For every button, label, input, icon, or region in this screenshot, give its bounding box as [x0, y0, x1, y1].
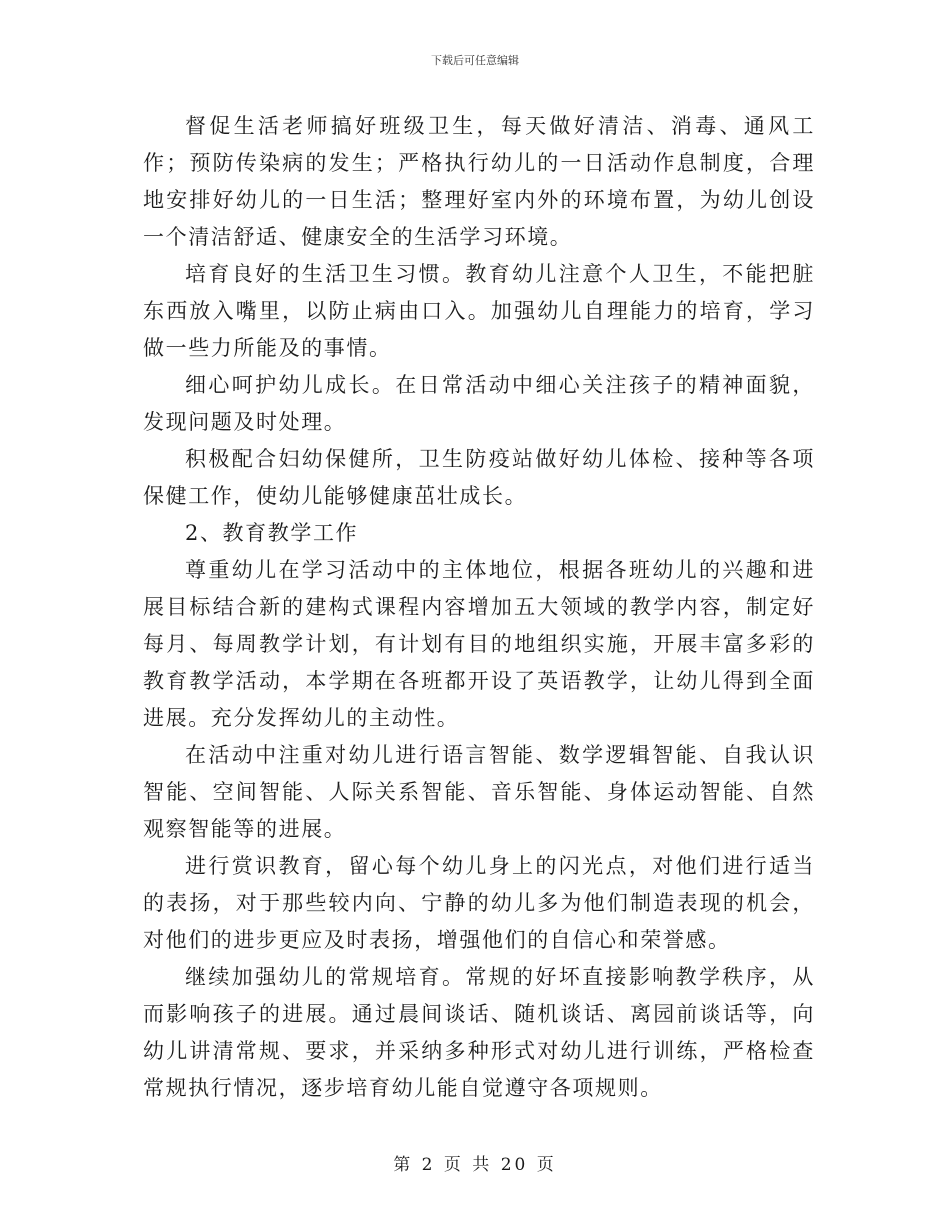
paragraph: 继续加强幼儿的常规培育。常规的好坏直接影响教学秩序，从而影响孩子的进展。通过晨间谈话、随机谈话、离园前谈话等，向幼儿讲清常规、要求，并采纳多种形式对幼儿进行训练，严格检查常规执行情况，逐步培育幼儿能自觉遵守各项规则。 — [143, 965, 815, 1100]
paragraph: 进行赏识教育，留心每个幼儿身上的闪光点，对他们进行适当的表扬，对于那些较内向、宁静的幼儿多为他们制造表现的机会，对他们的进步更应及时表扬，增强他们的自信心和荣誉感。 — [143, 854, 815, 952]
paragraph: 培育良好的生活卫生习惯。教育幼儿注意个人卫生，不能把脏东西放入嘴里，以防止病由口入。加强幼儿自理能力的培育，学习做一些力所能及的事情。 — [143, 262, 815, 360]
page-header-note: 下载后可任意编辑 — [431, 54, 519, 67]
document-body — [143, 108, 815, 1107]
paragraph: 细心呵护幼儿成长。在日常活动中细心关注孩子的精神面貌，发现问题及时处理。 — [143, 373, 815, 434]
paragraph: 在活动中注重对幼儿进行语言智能、数学逻辑智能、自我认识智能、空间智能、人际关系智能、音乐智能、身体运动智能、自然观察智能等的进展。 — [143, 743, 815, 841]
page-number: 第 2 页 共 20 页 — [393, 1155, 557, 1175]
paragraph: 督促生活老师搞好班级卫生，每天做好清洁、消毒、通风工作；预防传染病的发生；严格执行幼儿的一日活动作息制度，合理地安排好幼儿的一日生活；整理好室内外的环境布置，为幼儿创设一个清洁舒适、健康安全的生活学习环境。 — [143, 114, 815, 249]
paragraph: 积极配合妇幼保健所，卫生防疫站做好幼儿体检、接种等各项保健工作，使幼儿能够健康茁壮成长。 — [143, 447, 815, 508]
paragraph: 尊重幼儿在学习活动中的主体地位，根据各班幼儿的兴趣和进展目标结合新的建构式课程内容增加五大领域的教学内容，制定好每月、每周教学计划，有计划有目的地组织实施，开展丰富多彩的教育教学活动，本学期在各班都开设了英语教学，让幼儿得到全面进展。充分发挥幼儿的主动性。 — [143, 558, 815, 730]
section-heading: 2、教育教学工作 — [185, 521, 359, 545]
